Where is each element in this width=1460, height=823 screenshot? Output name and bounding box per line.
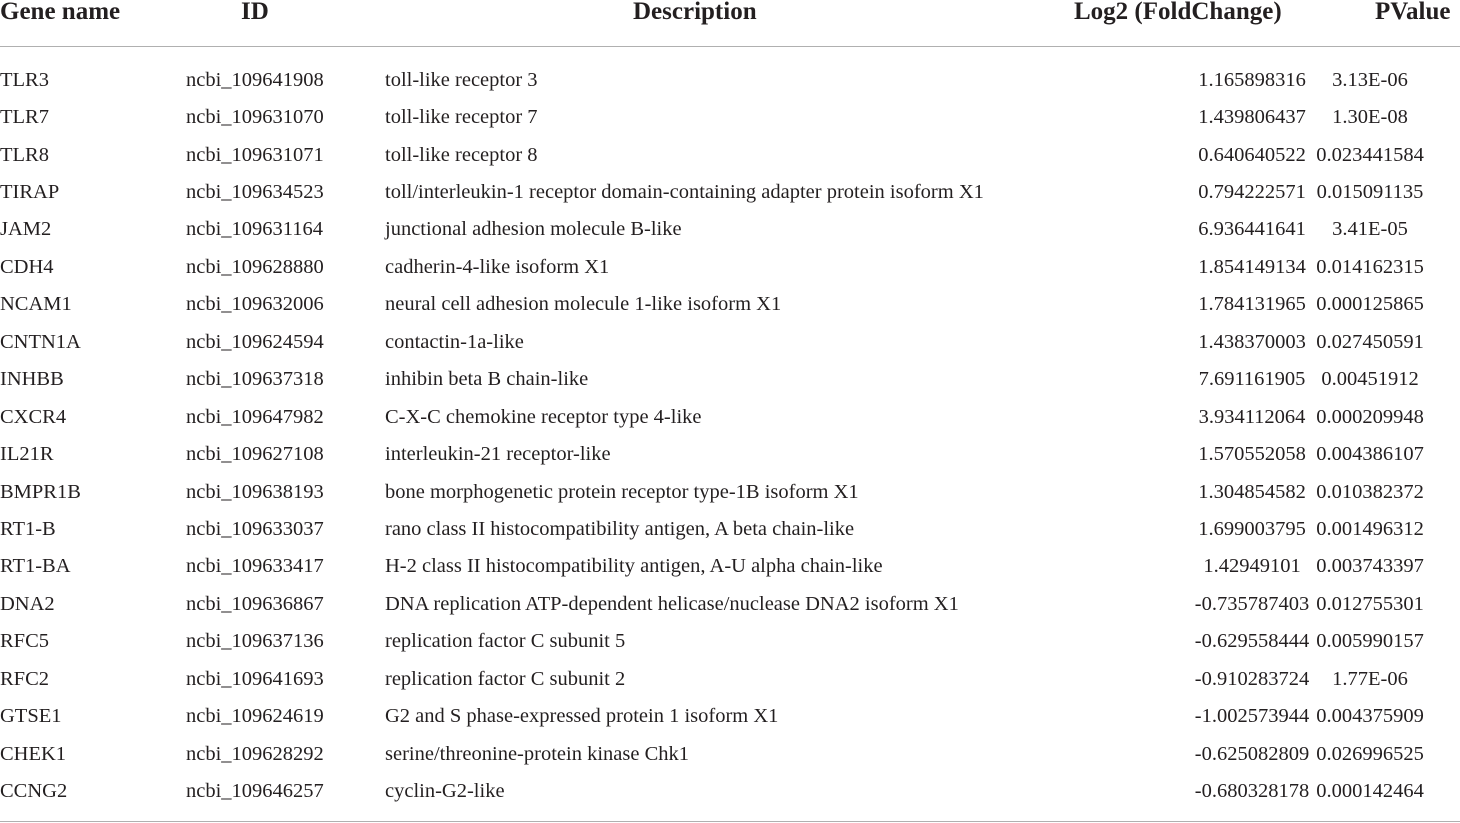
- cell-gene-name: TLR8: [0, 143, 49, 166]
- header-description: Description: [385, 0, 1035, 47]
- cell-gene-name: RT1-B: [0, 517, 56, 540]
- cell-description: toll-like receptor 8: [385, 143, 538, 166]
- cell-pvalue: [1316, 173, 1460, 210]
- cell-description: H-2 class II histocompatibility antigen, A-U alpha chain-like: [385, 555, 883, 578]
- cell-description: replication factor C subunit 5: [385, 630, 626, 653]
- cell-description: inhibin beta B chain-like: [385, 368, 589, 391]
- cell-pvalue: [1316, 323, 1460, 360]
- cell-id: ncbi_109634523: [186, 181, 324, 204]
- cell-pvalue-value: 0.023441584: [1316, 143, 1424, 166]
- cell-id: ncbi_109628880: [186, 255, 324, 278]
- cell-log2-foldchange-value: 1.304854582: [1198, 480, 1306, 503]
- cell-log2-foldchange-value: -0.629558444: [1194, 630, 1310, 653]
- cell-pvalue: [1316, 623, 1460, 660]
- header-row: [0, 0, 1460, 47]
- cell-pvalue-value: 1.30E-08: [1332, 106, 1408, 129]
- table-row: [0, 548, 1460, 585]
- header-gene-name: Gene name: [0, 0, 186, 47]
- cell-description: bone morphogenetic protein receptor type-1B isoform X1: [385, 480, 859, 503]
- table-row: [0, 361, 1460, 398]
- cell-gene-name: CHEK1: [0, 742, 67, 765]
- cell-pvalue-value: 0.015091135: [1316, 181, 1424, 204]
- cell-pvalue: [1316, 248, 1460, 285]
- cell-pvalue: [1316, 136, 1460, 173]
- cell-log2-foldchange-value: 0.640640522: [1198, 143, 1306, 166]
- cell-gene-name: RFC2: [0, 667, 49, 690]
- cell-description: G2 and S phase-expressed protein 1 isoform X1: [385, 705, 779, 728]
- cell-id: ncbi_109641908: [186, 68, 324, 91]
- table-row: [0, 660, 1460, 697]
- cell-id: ncbi_109636867: [186, 592, 324, 615]
- cell-pvalue: [1316, 697, 1460, 734]
- cell-pvalue-value: 0.00451912: [1321, 368, 1419, 391]
- table-bottom-rule: [0, 821, 1460, 822]
- cell-description: toll-like receptor 7: [385, 106, 538, 129]
- cell-gene-name: BMPR1B: [0, 480, 81, 503]
- cell-log2-foldchange-value: -0.680328178: [1194, 780, 1310, 803]
- table-row: [0, 248, 1460, 285]
- header-id: ID: [186, 0, 385, 47]
- cell-pvalue: [1316, 772, 1460, 809]
- cell-gene-name: RFC5: [0, 630, 49, 653]
- table-row: [0, 136, 1460, 173]
- cell-id: ncbi_109641693: [186, 667, 324, 690]
- table-header: [0, 0, 1460, 47]
- cell-description: cyclin-G2-like: [385, 780, 505, 803]
- cell-id: ncbi_109638193: [186, 480, 324, 503]
- cell-pvalue: [1332, 660, 1460, 697]
- cell-pvalue-value: 0.014162315: [1316, 255, 1424, 278]
- cell-description: cadherin-4-like isoform X1: [385, 255, 610, 278]
- cell-description: replication factor C subunit 2: [385, 667, 626, 690]
- cell-gene-name: TLR7: [0, 106, 49, 129]
- cell-description: toll-like receptor 3: [385, 68, 538, 91]
- cell-gene-name: NCAM1: [0, 293, 72, 316]
- cell-id: ncbi_109631070: [186, 106, 324, 129]
- cell-id: ncbi_109624594: [186, 330, 324, 353]
- cell-id: ncbi_109632006: [186, 293, 324, 316]
- cell-description: C-X-C chemokine receptor type 4-like: [385, 405, 702, 428]
- cell-gene-name: JAM2: [0, 218, 52, 241]
- cell-id: ncbi_109627108: [186, 443, 324, 466]
- cell-log2-foldchange-value: 1.439806437: [1198, 106, 1306, 129]
- cell-log2-foldchange-value: -0.910283724: [1194, 667, 1310, 690]
- cell-pvalue: [1316, 510, 1460, 547]
- cell-id: ncbi_109646257: [186, 780, 324, 803]
- cell-id: ncbi_109647982: [186, 405, 324, 428]
- cell-pvalue-value: 0.000209948: [1316, 405, 1424, 428]
- table-row: [0, 435, 1460, 472]
- cell-pvalue-value: 3.41E-05: [1332, 218, 1408, 241]
- cell-description: serine/threonine-protein kinase Chk1: [385, 742, 689, 765]
- table-row: [0, 323, 1460, 360]
- table-row: [0, 398, 1460, 435]
- cell-pvalue-value: 1.77E-06: [1332, 667, 1408, 690]
- cell-id: ncbi_109631164: [186, 218, 324, 241]
- cell-description: interleukin-21 receptor-like: [385, 443, 611, 466]
- cell-pvalue-value: 0.000125865: [1316, 293, 1424, 316]
- cell-gene-name: CCNG2: [0, 780, 68, 803]
- cell-description: junctional adhesion molecule B-like: [385, 218, 682, 241]
- cell-id: ncbi_109637318: [186, 368, 324, 391]
- cell-description: DNA replication ATP-dependent helicase/nuclease DNA2 isoform X1: [385, 592, 959, 615]
- table-row: [0, 286, 1460, 323]
- table-row: [0, 47, 1460, 99]
- cell-log2-foldchange-value: 3.934112064: [1198, 405, 1306, 428]
- cell-pvalue-value: 3.13E-06: [1332, 68, 1408, 91]
- cell-id: ncbi_109628292: [186, 742, 324, 765]
- cell-id: ncbi_109631071: [186, 143, 324, 166]
- cell-log2-foldchange-value: 1.699003795: [1198, 517, 1306, 540]
- cell-pvalue: [1316, 286, 1460, 323]
- cell-gene-name: CXCR4: [0, 405, 67, 428]
- cell-pvalue: [1332, 98, 1460, 135]
- cell-description: toll/interleukin-1 receptor domain-containing adapter protein isoform X1: [385, 181, 984, 204]
- cell-pvalue-value: 0.000142464: [1316, 780, 1424, 803]
- cell-log2-foldchange-value: -1.002573944: [1194, 705, 1310, 728]
- cell-pvalue: [1316, 398, 1460, 435]
- table-row: [0, 98, 1460, 135]
- table-row: [0, 173, 1460, 210]
- cell-log2-foldchange-value: 0.794222571: [1198, 181, 1306, 204]
- cell-pvalue: [1321, 361, 1460, 398]
- cell-pvalue: [1316, 473, 1460, 510]
- cell-log2-foldchange-value: 1.165898316: [1198, 68, 1306, 91]
- cell-pvalue: [1316, 548, 1460, 585]
- cell-log2-foldchange-value: 1.570552058: [1198, 443, 1306, 466]
- cell-pvalue-value: 0.001496312: [1316, 517, 1424, 540]
- cell-gene-name: TLR3: [0, 68, 49, 91]
- cell-pvalue-value: 0.004375909: [1316, 705, 1424, 728]
- cell-id: ncbi_109637136: [186, 630, 324, 653]
- header-log2-foldchange: Log2 (FoldChange): [1035, 0, 1375, 47]
- cell-pvalue: [1332, 47, 1460, 99]
- cell-pvalue-value: 0.026996525: [1316, 742, 1424, 765]
- cell-id: ncbi_109624619: [186, 705, 324, 728]
- cell-description: contactin-1a-like: [385, 330, 524, 353]
- cell-pvalue-value: 0.004386107: [1316, 443, 1424, 466]
- cell-gene-name: IL21R: [0, 443, 54, 466]
- cell-log2-foldchange-value: -0.735787403: [1194, 592, 1310, 615]
- cell-gene-name: CNTN1A: [0, 330, 81, 353]
- cell-pvalue-value: 0.003743397: [1316, 555, 1424, 578]
- cell-pvalue: [1316, 735, 1460, 772]
- table-row: [0, 623, 1460, 660]
- cell-log2-foldchange-value: 1.784131965: [1198, 293, 1306, 316]
- cell-pvalue: [1316, 435, 1460, 472]
- cell-gene-name: INHBB: [0, 368, 64, 391]
- table-row: [0, 510, 1460, 547]
- cell-id: ncbi_109633037: [186, 517, 324, 540]
- cell-pvalue-value: 0.010382372: [1316, 480, 1424, 503]
- cell-gene-name: CDH4: [0, 255, 54, 278]
- cell-gene-name: RT1-BA: [0, 555, 71, 578]
- table-body: [0, 47, 1460, 810]
- cell-gene-name: TIRAP: [0, 181, 60, 204]
- cell-log2-foldchange-value: 1.854149134: [1198, 255, 1306, 278]
- cell-gene-name: GTSE1: [0, 705, 62, 728]
- cell-description: rano class II histocompatibility antigen, A beta chain-like: [385, 517, 855, 540]
- cell-pvalue-value: 0.012755301: [1316, 592, 1424, 615]
- cell-description: neural cell adhesion molecule 1-like isoform X1: [385, 293, 782, 316]
- cell-gene-name: DNA2: [0, 592, 55, 615]
- cell-pvalue-value: 0.027450591: [1316, 330, 1424, 353]
- cell-pvalue: [1332, 211, 1460, 248]
- table-row: [0, 772, 1460, 809]
- table-row: [0, 697, 1460, 734]
- cell-id: ncbi_109633417: [186, 555, 324, 578]
- cell-log2-foldchange-value: 1.438370003: [1198, 330, 1306, 353]
- cell-pvalue-value: 0.005990157: [1316, 630, 1424, 653]
- table-row: [0, 585, 1460, 622]
- cell-log2-foldchange-value: -0.625082809: [1194, 742, 1310, 765]
- table-row: [0, 473, 1460, 510]
- table-row: [0, 735, 1460, 772]
- cell-pvalue: [1316, 585, 1460, 622]
- cell-log2-foldchange-value: 7.691161905: [1198, 368, 1306, 391]
- header-pvalue: PValue: [1375, 0, 1460, 47]
- cell-log2-foldchange-value: 1.42949101: [1203, 555, 1301, 578]
- cell-log2-foldchange-value: 6.936441641: [1198, 218, 1306, 241]
- table-row: [0, 211, 1460, 248]
